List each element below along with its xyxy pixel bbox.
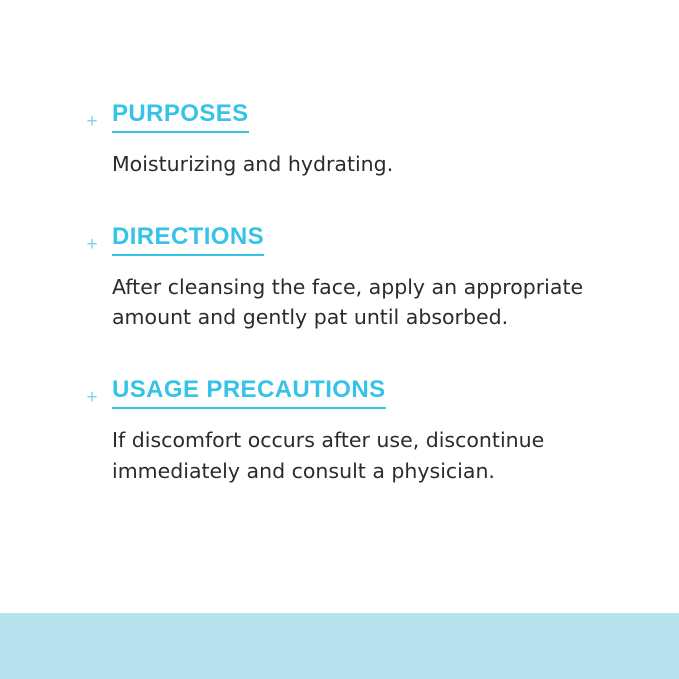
- plus-icon: +: [86, 111, 98, 132]
- section-heading-purposes: PURPOSES: [112, 100, 249, 133]
- plus-icon: +: [86, 387, 98, 409]
- section-body-usage-precautions: If discomfort occurs after use, discontinue immediately and consult a physician.: [112, 428, 545, 483]
- section-body-purposes: Moisturizing and hydrating.: [112, 152, 394, 176]
- section-usage-precautions: [84, 376, 639, 485]
- section-purposes: [84, 100, 639, 179]
- section-heading-usage-precautions: USAGE PRECAUTIONS: [112, 376, 386, 409]
- sections-container: [84, 100, 639, 530]
- footer-band: [0, 613, 679, 679]
- section-heading-directions: DIRECTIONS: [112, 223, 264, 256]
- plus-icon: +: [86, 234, 98, 256]
- section-directions: [84, 223, 639, 332]
- section-body-directions: After cleansing the face, apply an appropriate amount and gently pat until absorbed.: [112, 275, 584, 330]
